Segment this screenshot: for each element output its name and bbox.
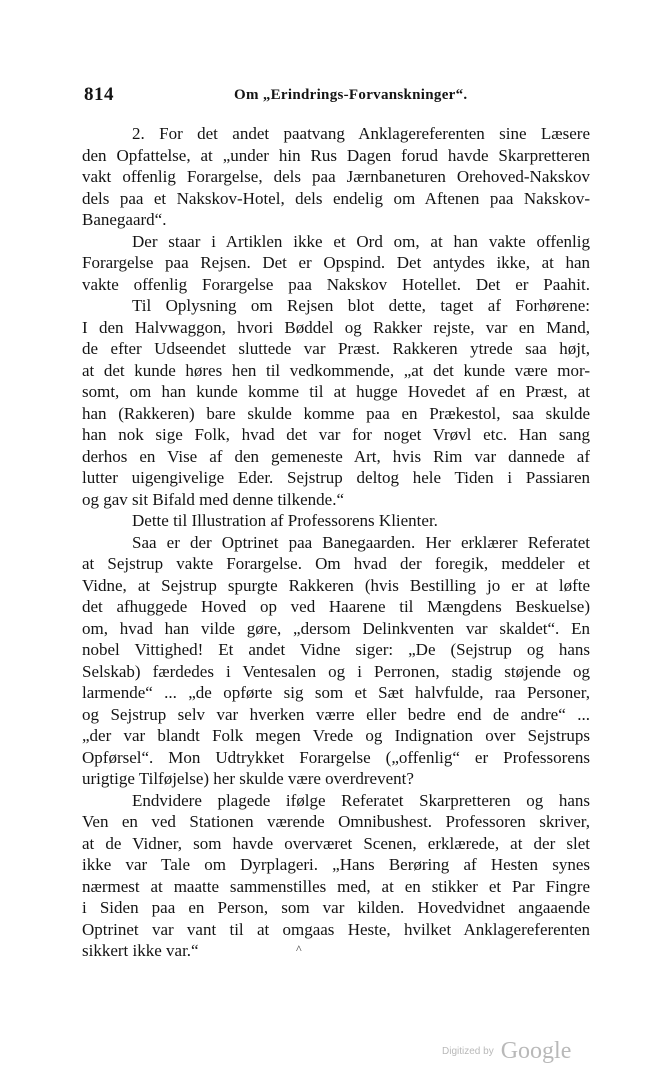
text-line: I den Halvwaggon, hvori Bøddel og Rakker rejste, var en Mand, [82,317,590,337]
text-line: Der staar i Artiklen ikke et Ord om, at han vakte offenlig [132,231,590,251]
watermark-small-text: Digitized by [442,1046,494,1057]
text-line: somt, om han kunde komme til at hugge Hovedet af en Præst, at [82,382,590,401]
text-line: i Siden paa en Person, som var kilden. Hovedvidnet angaaende [82,898,590,917]
text-line: vakte offenlig Forargelse paa Nakskov Hotellet. Det er Paahit. [82,274,590,294]
text-line: at Sejstrup vakte Forargelse. Om hvad der foregik, meddeler et [82,554,590,573]
text-line: sikkert ikke var.“ [82,941,199,960]
google-logo: Google [500,1038,572,1064]
text-line: den Opfattelse, at „under hin Rus Dagen forud havde Skarpretteren [82,145,590,165]
text-line: Saa er der Optrinet paa Banegaarden. Her erklærer Referatet [132,532,590,552]
text-line: han nok sige Folk, hvad det var for noget Vrøvl etc. Han sang [82,425,590,444]
text-line: „der var blandt Folk megen Vrede og Indignation over Sejstrups [82,726,590,745]
text-line: han (Rakkeren) bare skulde komme paa en Prækestol, saa skulde [82,403,590,423]
text-line: Dette til Illustration af Professorens Klienter. [132,511,438,530]
text-line: det afhuggede Hoved op ved Haarene til Mængdens Beskuelse) [82,597,590,616]
text-line: lutter uigengivelige Eder. Sejstrup deltog hele Tiden i Passiaren [82,468,590,487]
text-line: Ven en ved Stationen værende Omnibushest. Professoren skriver, [82,812,590,831]
text-line: de efter Udseendet sluttede var Præst. Rakkeren ytrede saa højt, [82,339,590,358]
text-line: om, hvad han vilde gøre, „dersom Delinkventen var skaldet“. En [82,618,590,638]
text-line: 2. For det andet paatvang Anklagereferenten sine Læsere [132,124,590,143]
page-header [84,84,574,108]
text-line: Forargelse paa Rejsen. Det er Opspind. Det antydes ikke, at han [82,253,590,272]
text-line: at det kunde høres hen til vedkommende, „at det kunde være mor- [82,360,590,380]
text-line: ikke var Tale om Dyrplageri. „Hans Berøring af Hesten synes [82,855,590,874]
page-number: 814 [84,84,114,105]
text-line: Opførsel“. Mon Udtrykket Forargelse („offenlig“ er Professorens [82,747,590,767]
text-line: Banegaard“. [82,210,167,229]
text-line: og gav sit Bifald med denne tilkende.“ [82,489,345,509]
digitized-watermark [442,1038,571,1068]
text-line: vakt offenlig Forargelse, dels paa Jærnbaneturen Orehoved-Nakskov [82,167,590,186]
text-line: og Sejstrup selv var hverken værre eller bedre end de andre“ ... [82,704,590,724]
text-line: urigtige Tilføjelse) her skulde være overdrevent? [82,769,414,788]
text-line: larmende“ ... „de opførte sig som et Sæt halvfulde, raa Personer, [82,683,590,702]
text-line: Til Oplysning om Rejsen blot dette, taget af Forhørene: [132,296,590,315]
text-line: dels paa et Nakskov-Hotel, dels endelig om Aftenen paa Nakskov- [82,188,590,208]
body-text [82,123,590,962]
running-title: Om „Erindrings-Forvanskninger“. [234,87,468,103]
text-line: derhos en Vise af den gemeneste Art, hvis Rim var dannede af [82,446,590,466]
footer-mark: ^ [296,942,302,956]
text-line: Vidne, at Sejstrup spurgte Rakkeren (hvis Bestilling jo er at løfte [82,575,590,595]
text-line: nobel Vittighed! Et andet Vidne siger: „De (Sejstrup og hans [82,640,590,659]
text-line: Endvidere plagede ifølge Referatet Skarpretteren og hans [132,790,590,810]
text-line: at de Vidner, som havde overværet Scenen, erklærede, at der slet [82,833,590,853]
text-line: nærmest at maatte sammenstilles med, at en stikker et Par Fingre [82,876,590,896]
text-line: Selskab) færdedes i Ventesalen og i Perronen, stadig støjende og [82,661,590,681]
text-line: Optrinet var vant til at omgaas Heste, hvilket Anklagereferenten [82,919,590,939]
